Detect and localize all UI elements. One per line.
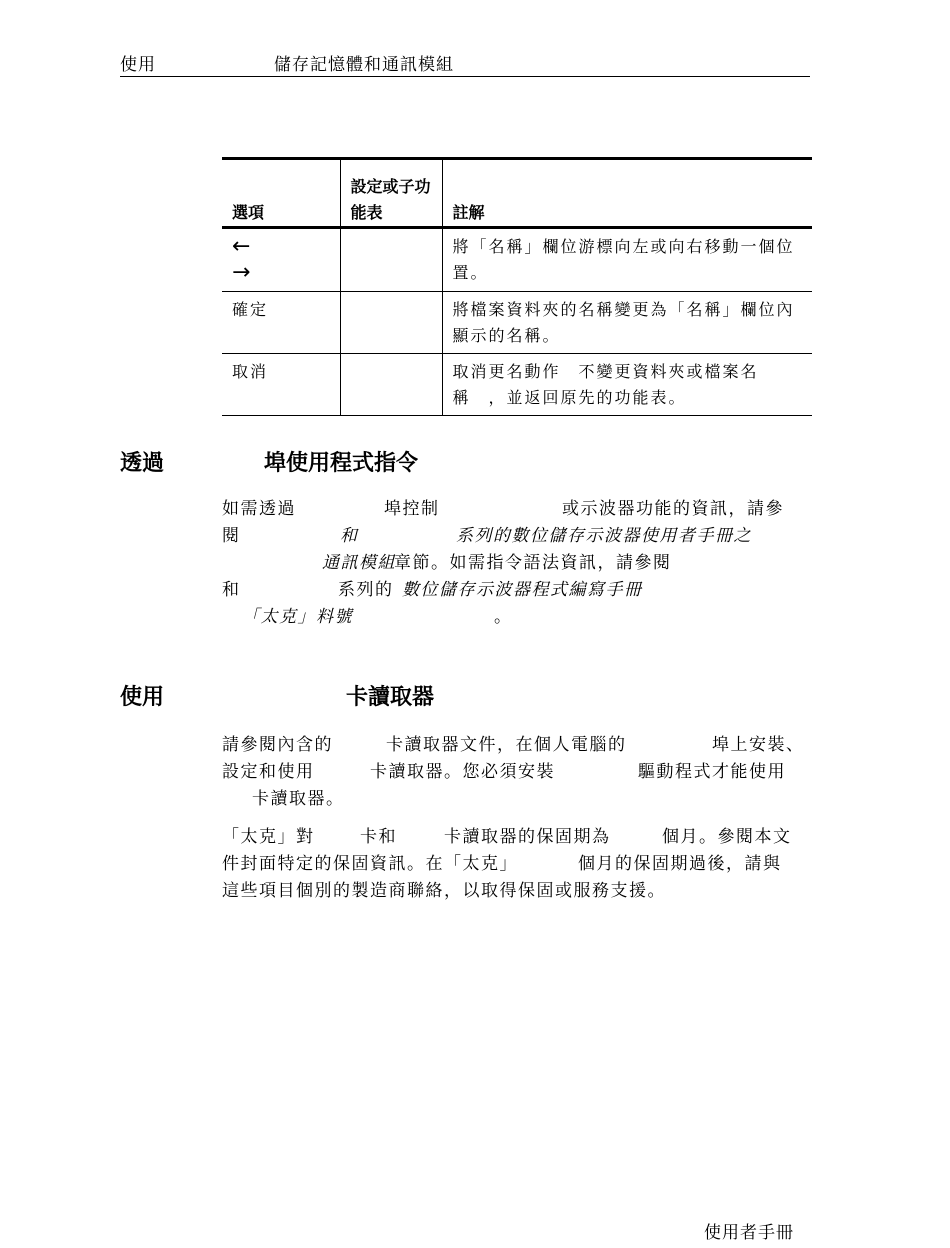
option-cell: 確定 [232, 300, 269, 319]
text-fragment: 驅動程式才能使用 [638, 762, 786, 782]
table-row [222, 228, 812, 292]
header-section-label: 使用 [120, 55, 156, 75]
text-fragment: 卡讀取器的保固期為 [444, 827, 611, 847]
table-row [222, 354, 812, 416]
section-2-paragraph-2 [222, 824, 812, 905]
column-header-note: 註解 [442, 159, 812, 228]
text-fragment: 或示波器功能的資訊，請參 [562, 499, 784, 519]
text-fragment: 埠上安裝、 [712, 735, 805, 755]
text-fragment: 章節。如需指令語法資訊，請參閱 [394, 553, 672, 573]
text-fragment: 閱 [222, 526, 241, 546]
footer-manual-name: 使用者手冊 [704, 1223, 794, 1243]
text-fragment: 件封面特定的保固資訊。在「太克」 [222, 854, 518, 874]
section-2-paragraph-1 [222, 732, 812, 813]
part-number-label: 「太克」料號 [242, 607, 353, 627]
text-fragment: 個月。參閱本文 [662, 827, 792, 847]
manual-title: 數位儲存示波器程式編寫手冊 [402, 580, 643, 600]
text-fragment: 和 [340, 526, 359, 546]
section-1-body [222, 496, 812, 631]
chapter-reference: 通訊模組 [322, 553, 396, 573]
text-fragment: 系列的 [338, 580, 394, 600]
note-cell: 將檔案資料夾的名稱變更為「名稱」欄位內顯示的名稱。 [442, 292, 812, 354]
text-fragment: 和 [222, 580, 241, 600]
arrow-right-icon: → [232, 260, 253, 285]
table-row [222, 292, 812, 354]
column-header-setting: 設定或子功 能表 [340, 159, 442, 228]
manual-title: 系列的數位儲存示波器使用者手冊之 [456, 526, 752, 546]
text-fragment: 這些項目個別的製造商聯絡，以取得保固或服務支援。 [222, 881, 666, 901]
section-label-1: 透過 [120, 451, 165, 476]
table-header-row [222, 159, 812, 228]
note-cell: 取消更名動作 不變更資料夾或檔案名稱 ，並返回原先的功能表。 [442, 354, 812, 416]
section-title-2: 卡讀取器 [346, 685, 435, 710]
header-chapter-title: 儲存記憶體和通訊模組 [274, 55, 454, 75]
option-cell [222, 228, 340, 292]
text-fragment: 卡和 [360, 827, 397, 847]
text-fragment: 卡讀取器。您必須安裝 [370, 762, 555, 782]
text-fragment: 埠控制 [384, 499, 440, 519]
section-label-2: 使用 [120, 685, 165, 710]
text-fragment: 請參閱內含的 [222, 735, 333, 755]
section-title-1: 埠使用程式指令 [264, 451, 419, 476]
text-fragment: 卡讀取器文件，在個人電腦的 [386, 735, 627, 755]
text-fragment: 「太克」對 [222, 827, 315, 847]
text-fragment: 個月的保固期過後，請與 [578, 854, 782, 874]
text-fragment: 卡讀取器。 [252, 789, 345, 809]
column-header-option: 選項 [232, 203, 265, 222]
header-rule [120, 76, 810, 77]
text-fragment: 設定和使用 [222, 762, 315, 782]
arrow-left-icon: ← [232, 234, 253, 259]
setting-cell [340, 354, 442, 416]
text-fragment: 如需透過 [222, 499, 296, 519]
options-table [222, 157, 812, 416]
text-fragment: 。 [494, 607, 513, 627]
setting-cell [340, 292, 442, 354]
note-cell: 將「名稱」欄位游標向左或向右移動一個位置。 [442, 228, 812, 292]
setting-cell [340, 228, 442, 292]
option-cell: 取消 [232, 362, 269, 381]
